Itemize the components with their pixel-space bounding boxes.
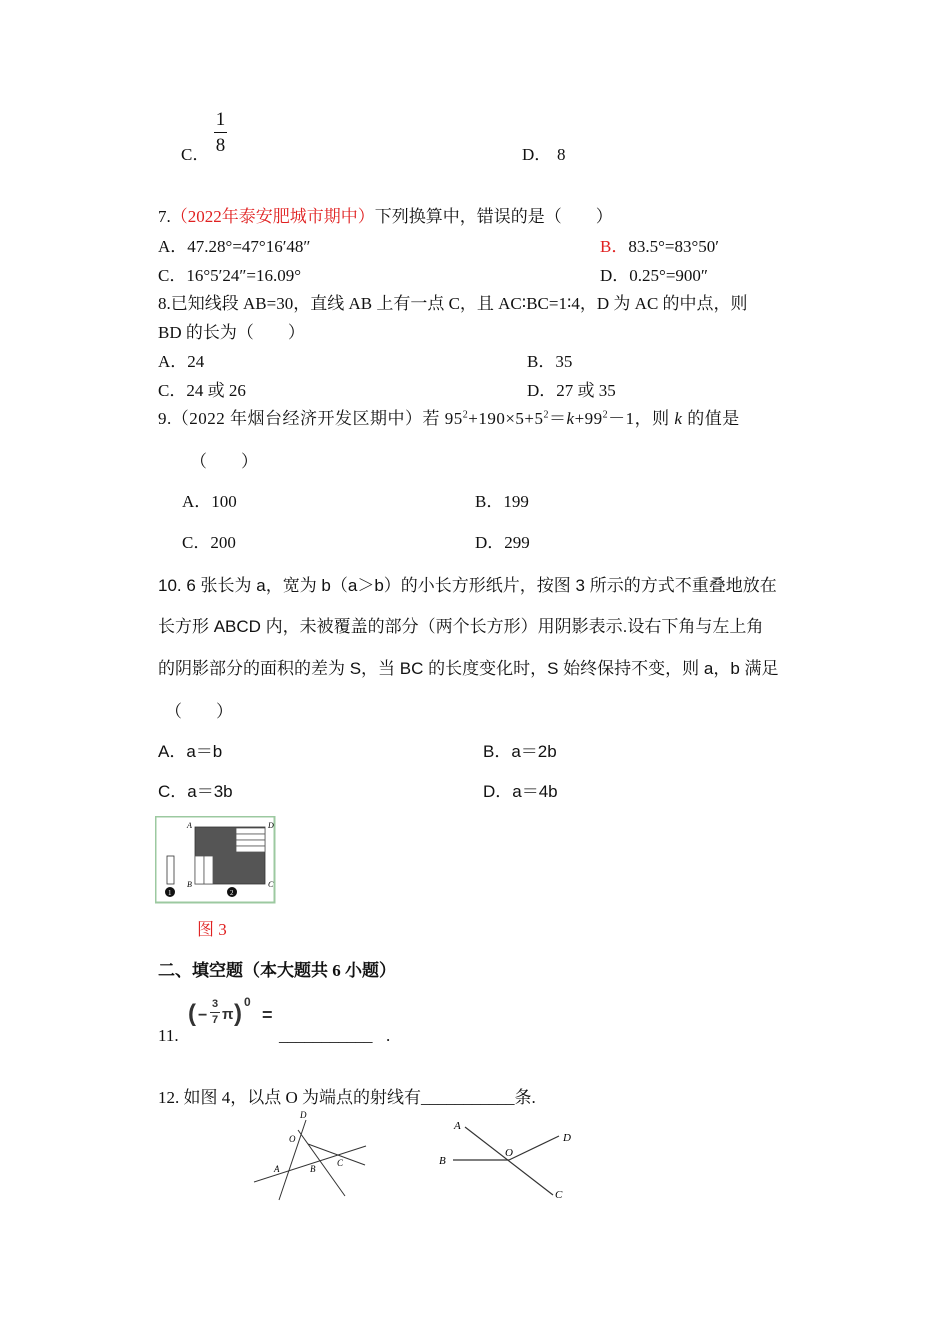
figure-3 <box>155 816 277 904</box>
q6-option-c-fraction <box>214 110 227 155</box>
q9-exp: 2 <box>543 409 550 421</box>
q10-stem-line3: 的阴影部分的面积的差为 S，当 BC 的长度变化时，S 始终保持不变，则 a，b 满足 <box>158 659 779 678</box>
q11-period: . <box>386 1026 391 1045</box>
q9-term-mid: +190×5+5 <box>468 409 544 428</box>
figure-3-strip <box>195 856 204 884</box>
figure-4-right-label-a: A <box>454 1120 461 1132</box>
figure-4-right <box>435 1115 585 1205</box>
figure-3-small-rectangle <box>167 856 174 884</box>
q10-option-d: D．a＝4b <box>483 782 558 801</box>
figure-3-marker-2-text: 2 <box>230 889 234 897</box>
q7-source: （2022年泰安肥城市期中） <box>170 207 375 226</box>
q9-equals: ＝ <box>549 409 567 428</box>
q8-option-a: A．24 <box>158 352 205 371</box>
figure-4-right-label-d: D <box>563 1132 571 1144</box>
q11-minus: − <box>198 1007 208 1024</box>
figure-4-left-label-a: A <box>274 1164 280 1174</box>
q10-option-c: C．a＝3b <box>158 782 233 801</box>
figure-3-strip <box>236 846 265 852</box>
q9-option-d: D．299 <box>475 533 530 552</box>
q6-frac-numerator: 1 <box>215 109 226 130</box>
q11-number: 11. <box>158 1026 179 1045</box>
q9-option-a: A．100 <box>182 492 237 511</box>
figure-4-right-label-c: C <box>555 1189 563 1201</box>
q9-k: k <box>566 409 575 428</box>
figure-4-right-line-ac <box>465 1127 553 1195</box>
q7-option-b-label: B． <box>600 237 629 256</box>
q12-answer-blank[interactable]: ___________ <box>421 1088 515 1107</box>
figure-3-label-c: C <box>268 880 274 889</box>
figure-4-left-label-d: D <box>300 1110 307 1120</box>
q11-equals: = <box>262 1005 273 1025</box>
q6-option-d-value: 8 <box>557 145 566 164</box>
q11-answer-blank[interactable]: ___________ <box>279 1026 373 1045</box>
q10-option-b: B．a＝2b <box>483 742 557 761</box>
figure-4-left-label-o: O <box>289 1134 296 1144</box>
q11-pi: π <box>222 1006 234 1023</box>
q7-option-a: A．47.28°=47°16′48″ <box>158 237 311 256</box>
figure-4-right-line-od <box>509 1136 559 1160</box>
q7-option-b-value: 83.5°=83°50′ <box>628 237 719 256</box>
section-2-title: 二、填空题（本大题共 6 小题） <box>158 961 396 980</box>
figure-3-strip <box>236 834 265 840</box>
q7-number: 7. <box>158 207 171 226</box>
figure-3-strip <box>236 840 265 846</box>
figure-3-marker-1-text: 1 <box>168 889 172 897</box>
q10-option-a: A．a＝b <box>158 742 223 761</box>
q11-exponent: 0 <box>244 995 251 1009</box>
figure-4-right-label-o: O <box>505 1147 513 1159</box>
q11-frac-bar <box>210 1012 220 1013</box>
q12-text-end: 条. <box>514 1088 536 1107</box>
q7-option-d: D．0.25°=900″ <box>600 266 708 285</box>
q7-option-b <box>600 238 719 255</box>
q9-prefix: 9.（2022 年烟台经济开发区期中）若 <box>158 409 440 428</box>
q9-tail: －1，则 <box>608 409 670 428</box>
q11-frac-den: 7 <box>212 1014 219 1026</box>
q12-stem <box>158 1089 536 1106</box>
figure-3-label-d: D <box>268 821 274 830</box>
q10-stem-line1: 10. 6 张长为 a，宽为 b（a＞b）的小长方形纸片，按图 3 所示的方式不重叠地放在 <box>158 576 777 595</box>
q9-paren: （ ） <box>190 452 258 471</box>
figure-3-strip <box>236 828 265 834</box>
figure-4-right-label-b: B <box>439 1155 446 1167</box>
q9-tail-2: 的值是 <box>687 409 740 428</box>
q9-option-c: C．200 <box>182 533 236 552</box>
q9-stem <box>158 410 740 427</box>
q8-option-b: B．35 <box>527 352 573 371</box>
q7-stem <box>158 208 613 225</box>
figure-4-left-line-dA <box>279 1120 306 1200</box>
q6-frac-denominator: 8 <box>215 135 226 156</box>
figure-4-left-label-b: B <box>310 1164 316 1174</box>
q9-exp: 2 <box>602 409 609 421</box>
q11-frac-num: 3 <box>212 998 219 1010</box>
q8-option-c: C．24 或 26 <box>158 381 246 400</box>
q9-exp: 2 <box>462 409 469 421</box>
q8-option-d: D．27 或 35 <box>527 381 616 400</box>
q9-option-b: B．199 <box>475 492 529 511</box>
q8-stem-line2: BD 的长为（ ） <box>158 323 305 342</box>
q9-k: k <box>674 409 683 428</box>
q11-left-paren: ( <box>188 1000 196 1027</box>
figure-3-label-a: A <box>187 821 192 830</box>
q9-term-95: 95 <box>444 409 463 428</box>
q9-term-99: +99 <box>574 409 603 428</box>
figure-3-label-b: B <box>187 880 192 889</box>
q12-text: 12. 如图 4，以点 O 为端点的射线有 <box>158 1088 422 1107</box>
figure-3-strip <box>204 856 213 884</box>
q8-stem-line1: 8.已知线段 AB=30，直线 AB 上有一点 C，且 AC∶BC=1∶4，D 为 AC 的中点，则 <box>158 294 748 313</box>
figure-3-caption: 图 3 <box>197 920 227 939</box>
figure-4-left <box>250 1110 372 1202</box>
q7-option-c: C．16°5′24″=16.09° <box>158 266 302 285</box>
q6-option-c-label: C． <box>181 145 210 164</box>
q10-paren: （ ） <box>165 702 233 721</box>
q11-right-paren: ) <box>234 1000 242 1027</box>
figure-4-left-label-c: C <box>337 1158 344 1168</box>
q6-option-d-label: D． <box>522 145 552 164</box>
q10-stem-line2: 长方形 ABCD 内，未被覆盖的部分（两个长方形）用阴影表示.设右下角与左上角 <box>158 617 764 636</box>
q7-question: 下列换算中，错误的是（ ） <box>374 207 613 226</box>
